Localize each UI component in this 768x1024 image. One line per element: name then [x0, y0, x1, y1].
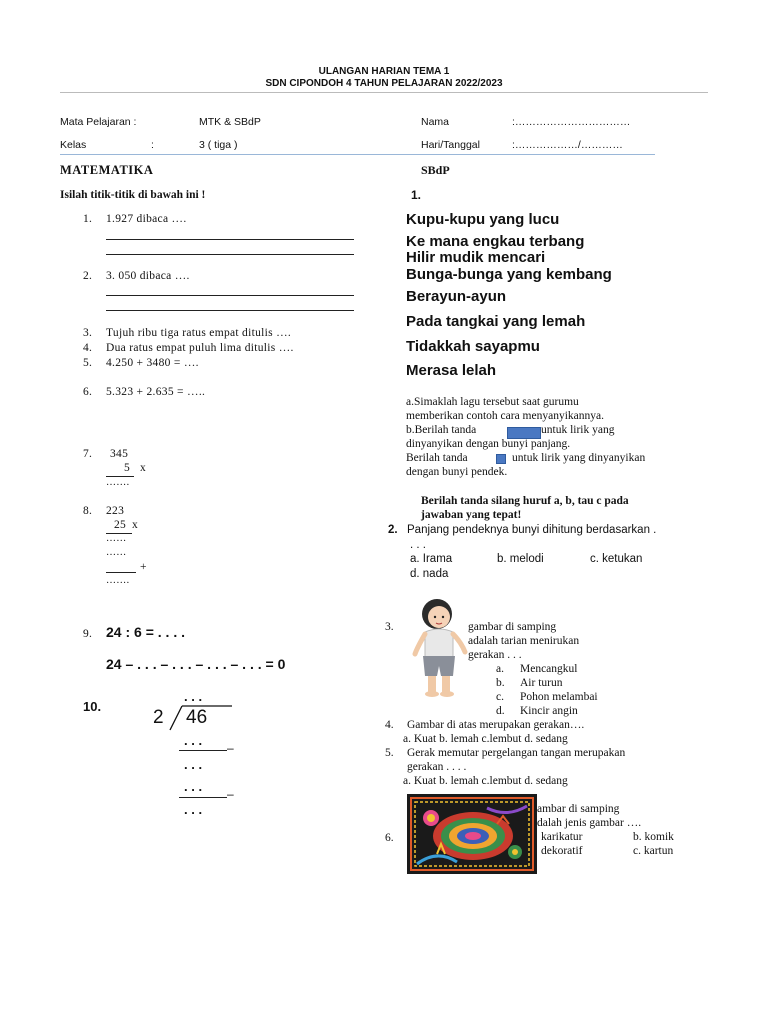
- instruction-c-line2: dengan bunyi pendek.: [406, 466, 508, 478]
- instruction-c-line1a: Berilah tanda: [406, 452, 468, 464]
- q7-answer-dots: …….: [106, 477, 130, 488]
- q6-text-line1: ambar di samping: [537, 803, 620, 815]
- class-value: 3 ( tiga ): [199, 139, 238, 151]
- q10-minus-1: –: [227, 741, 234, 755]
- q3-option-c-letter: c.: [496, 691, 504, 703]
- q3-text-line1: gambar di samping: [468, 621, 557, 633]
- q6-option-d: c. kartun: [633, 845, 674, 857]
- q8-multiplier: 25: [114, 519, 127, 531]
- q10-step-1: . . .: [184, 733, 203, 748]
- q8-dots-2: ……: [106, 547, 127, 558]
- math-section-title: MATEMATIKA: [60, 163, 154, 177]
- q10-step-2: . . .: [184, 757, 203, 772]
- instruction-b-line2: dinyanyikan dengan bunyi panjang.: [406, 438, 571, 450]
- sbdp-q5-number: 5.: [385, 747, 394, 759]
- sbdp-q1-number: 1.: [411, 188, 422, 202]
- q3-option-b-text: Air turun: [520, 677, 563, 689]
- sbdp-q3-number: 3.: [385, 621, 394, 633]
- math-q7-number: 7.: [83, 448, 93, 460]
- math-q5-text: 4.250 + 3480 = ….: [106, 357, 199, 369]
- date-value: :………………/…………: [512, 139, 623, 151]
- q10-step-3: . . .: [184, 779, 203, 794]
- meta-rule: [60, 154, 655, 155]
- q3-option-d-letter: d.: [496, 705, 505, 717]
- sbdp-q4-text: Gambar di atas merupakan gerakan….: [407, 719, 585, 731]
- name-label: Nama: [421, 116, 450, 128]
- answer-line: [106, 310, 354, 311]
- q3-text-line3: gerakan . . .: [468, 649, 522, 661]
- q3-option-a-letter: a.: [496, 663, 504, 675]
- q10-rule-2: [179, 797, 227, 798]
- q3-option-d-text: Kincir angin: [520, 705, 578, 717]
- instruction-c-line1b: untuk lirik yang dinyanyikan: [512, 452, 646, 464]
- math-q1-number: 1.: [83, 213, 93, 225]
- q9-subtraction: 24 – . . . – . . . – . . . – . . . = 0: [106, 656, 286, 672]
- poem-line: Merasa lelah: [406, 362, 497, 379]
- answer-line: [106, 254, 354, 255]
- school-year: SDN CIPONDOH 4 TAHUN PELAJARAN 2022/2023: [265, 78, 503, 89]
- q5-options: a. Kuat b. lemah c.lembut d. sedang: [403, 775, 568, 787]
- sbdp-section-title: SBdP: [421, 163, 450, 177]
- poem-line: Bunga-bunga yang kembang: [406, 266, 612, 283]
- math-q4-text: Dua ratus empat puluh lima ditulis ….: [106, 342, 294, 354]
- instruction-b-line1b: untuk lirik yang: [541, 424, 615, 436]
- sbdp-q2-number: 2.: [388, 524, 398, 536]
- q10-step-4: . . .: [184, 802, 203, 817]
- q8-multiplicand: 223: [106, 505, 125, 517]
- q8-plus: +: [140, 561, 147, 573]
- q3-option-b-letter: b.: [496, 677, 505, 689]
- poem-line: Berayun-ayun: [406, 288, 507, 305]
- math-q2-number: 2.: [83, 270, 93, 282]
- mc-instruction-line2: jawaban yang tepat!: [421, 509, 522, 521]
- sbdp-q2-text: Panjang pendeknya bunyi dihitung berdasarkan .: [407, 524, 657, 536]
- q10-minus-2: –: [227, 787, 234, 801]
- q6-option-c: dekoratif: [541, 845, 583, 857]
- q4-options: a. Kuat b. lemah c.lembut d. sedang: [403, 733, 568, 745]
- date-label: Hari/Tanggal: [421, 139, 480, 151]
- sbdp-q2-continuation: . . .: [410, 539, 426, 551]
- q6-option-a: karikatur: [541, 831, 583, 843]
- q2-option-c: c. ketukan: [590, 553, 643, 565]
- sbdp-q6-number: 6.: [385, 832, 394, 844]
- poem-line: Tidakkah sayapmu: [406, 338, 540, 355]
- math-q3-number: 3.: [83, 327, 93, 339]
- exam-title: ULANGAN HARIAN TEMA 1: [318, 66, 450, 77]
- q7-operator: x: [140, 462, 147, 474]
- q10-divisor: 2: [153, 707, 164, 728]
- sbdp-q4-number: 4.: [385, 719, 394, 731]
- q7-multiplier: 5: [124, 462, 131, 474]
- q2-option-d: d. nada: [410, 568, 449, 580]
- q8-rule-2: [106, 572, 136, 573]
- q8-operator: x: [132, 519, 139, 531]
- dancing-girl-illustration: [401, 596, 471, 700]
- math-q4-number: 4.: [83, 342, 93, 354]
- math-q3-text: Tujuh ribu tiga ratus empat ditulis ….: [106, 327, 292, 339]
- math-q6-number: 6.: [83, 386, 93, 398]
- poem-line: Pada tangkai yang lemah: [406, 313, 586, 330]
- q9-division: 24 : 6 = . . . .: [106, 624, 185, 640]
- subject-value: MTK & SBdP: [199, 116, 261, 128]
- math-q5-number: 5.: [83, 357, 93, 369]
- decorative-artwork-image: [407, 794, 537, 874]
- math-instruction: Isilah titik-titik di bawah ini !: [60, 189, 206, 201]
- subject-label: Mata Pelajaran :: [60, 116, 137, 128]
- q10-rule-1: [179, 750, 227, 751]
- q10-dividend: 46: [186, 707, 208, 728]
- answer-line: [106, 295, 354, 296]
- math-q9-number: 9.: [83, 628, 93, 640]
- math-q2-text: 3. 050 dibaca ….: [106, 270, 190, 282]
- mc-instruction-line1: Berilah tanda silang huruf a, b, tau c pada: [421, 495, 629, 507]
- short-note-mark: [496, 454, 506, 464]
- q3-text-line2: adalah tarian menirukan: [468, 635, 580, 647]
- class-colon: :: [151, 139, 154, 151]
- poem-line: Ke mana engkau terbang: [406, 233, 585, 250]
- poem-line: Kupu-kupu yang lucu: [406, 211, 560, 228]
- q3-option-a-text: Mencangkul: [520, 663, 578, 675]
- q8-dots-1: ……: [106, 533, 127, 544]
- q3-option-c-text: Pohon melambai: [520, 691, 598, 703]
- instruction-a-line2: memberikan contoh cara menyanyikannya.: [406, 410, 604, 422]
- instruction-a-line1: a.Simaklah lagu tersebut saat gurumu: [406, 396, 579, 408]
- math-q10-number: 10.: [83, 699, 102, 714]
- math-q1-text: 1.927 dibaca ….: [106, 213, 187, 225]
- sbdp-q5-line1: Gerak memutar pergelangan tangan merupakan: [407, 747, 626, 759]
- q8-dots-3: …….: [106, 575, 130, 586]
- q6-option-b: b. komik: [633, 831, 674, 843]
- name-value: :……………………………: [512, 116, 631, 128]
- math-q6-text: 5.323 + 2.635 = …..: [106, 386, 206, 398]
- class-label: Kelas: [60, 139, 87, 151]
- q10-quotient-dots: . . .: [184, 689, 203, 704]
- answer-line: [106, 239, 354, 240]
- sbdp-q5-line2: gerakan . . . .: [407, 761, 467, 773]
- poem-line: Hilir mudik mencari: [406, 249, 546, 266]
- q6-text-line2: dalah jenis gambar ….: [537, 817, 642, 829]
- math-q8-number: 8.: [83, 505, 93, 517]
- instruction-b-line1a: b.Berilah tanda: [406, 424, 477, 436]
- header-rule: [60, 92, 708, 93]
- q7-multiplicand: 345: [110, 448, 129, 460]
- q2-option-a: a. Irama: [410, 553, 453, 565]
- q2-option-b: b. melodi: [497, 553, 544, 565]
